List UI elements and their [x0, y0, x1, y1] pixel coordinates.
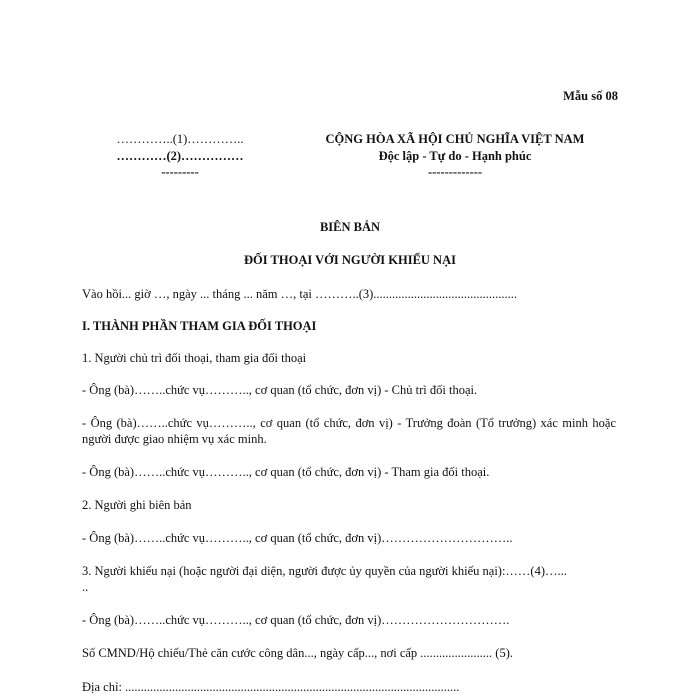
- item-3-line-1: - Ông (bà)……..chức vụ……….., cơ quan (tổ chức, đơn vị)………………………….: [82, 613, 510, 627]
- item-1-line-2: - Ông (bà)……..chức vụ……….., cơ quan (tổ chức, đơn vị) - Trưởng đoàn (Tổ trưởng) xác minh hoặc người được giao nhiệm vụ xác minh.: [82, 416, 616, 446]
- item-1-heading: 1. Người chủ trì đối thoại, tham gia đối thoại: [82, 351, 307, 365]
- item-3-continuation: ..: [82, 580, 89, 594]
- nation-title: CỘNG HÒA XÃ HỘI CHỦ NGHĨA VIỆT NAM: [325, 132, 585, 146]
- motto-rule: -------------: [427, 165, 483, 179]
- nation-block: [280, 131, 630, 179]
- item-1-line-1: - Ông (bà)……..chức vụ……….., cơ quan (tổ chức, đơn vị) - Chủ trì đối thoại.: [82, 383, 478, 397]
- address-line: Địa chỉ: ...........................................................................................................: [82, 680, 460, 694]
- document-subtitle: ĐỐI THOẠI VỚI NGƯỜI KHIẾU NẠI: [244, 253, 456, 267]
- id-card-line: Số CMND/Hộ chiếu/Thẻ căn cước công dân..., ngày cấp..., nơi cấp ....................... (5).: [82, 646, 514, 660]
- item-1-line-3: - Ông (bà)……..chức vụ……….., cơ quan (tổ chức, đơn vị) - Tham gia đối thoại.: [82, 465, 490, 479]
- item-3-heading: 3. Người khiếu nại (hoặc người đại diện, người được ủy quyền của người khiếu nại):……(4)…...: [82, 564, 567, 578]
- form-number: Mẫu số 08: [563, 89, 618, 103]
- agency-rule: ---------: [161, 165, 199, 179]
- motto: Độc lập - Tự do - Hạnh phúc: [378, 149, 532, 163]
- section-1-heading: I. THÀNH PHẦN THAM GIA ĐỐI THOẠI: [82, 319, 317, 333]
- item-2-line-1: - Ông (bà)……..chức vụ……….., cơ quan (tổ chức, đơn vị)…………………………..: [82, 531, 513, 545]
- item-2-heading: 2. Người ghi biên bản: [82, 498, 192, 512]
- agency-line-1: …………..(1)…………..: [116, 132, 244, 146]
- agency-block: [90, 131, 270, 179]
- intro-line: Vào hồi... giờ …, ngày ... tháng ... năm …, tại ………..(3)..............................................: [82, 287, 518, 301]
- document-title: BIÊN BẢN: [319, 220, 381, 234]
- agency-line-2: …………(2)……………: [116, 149, 244, 163]
